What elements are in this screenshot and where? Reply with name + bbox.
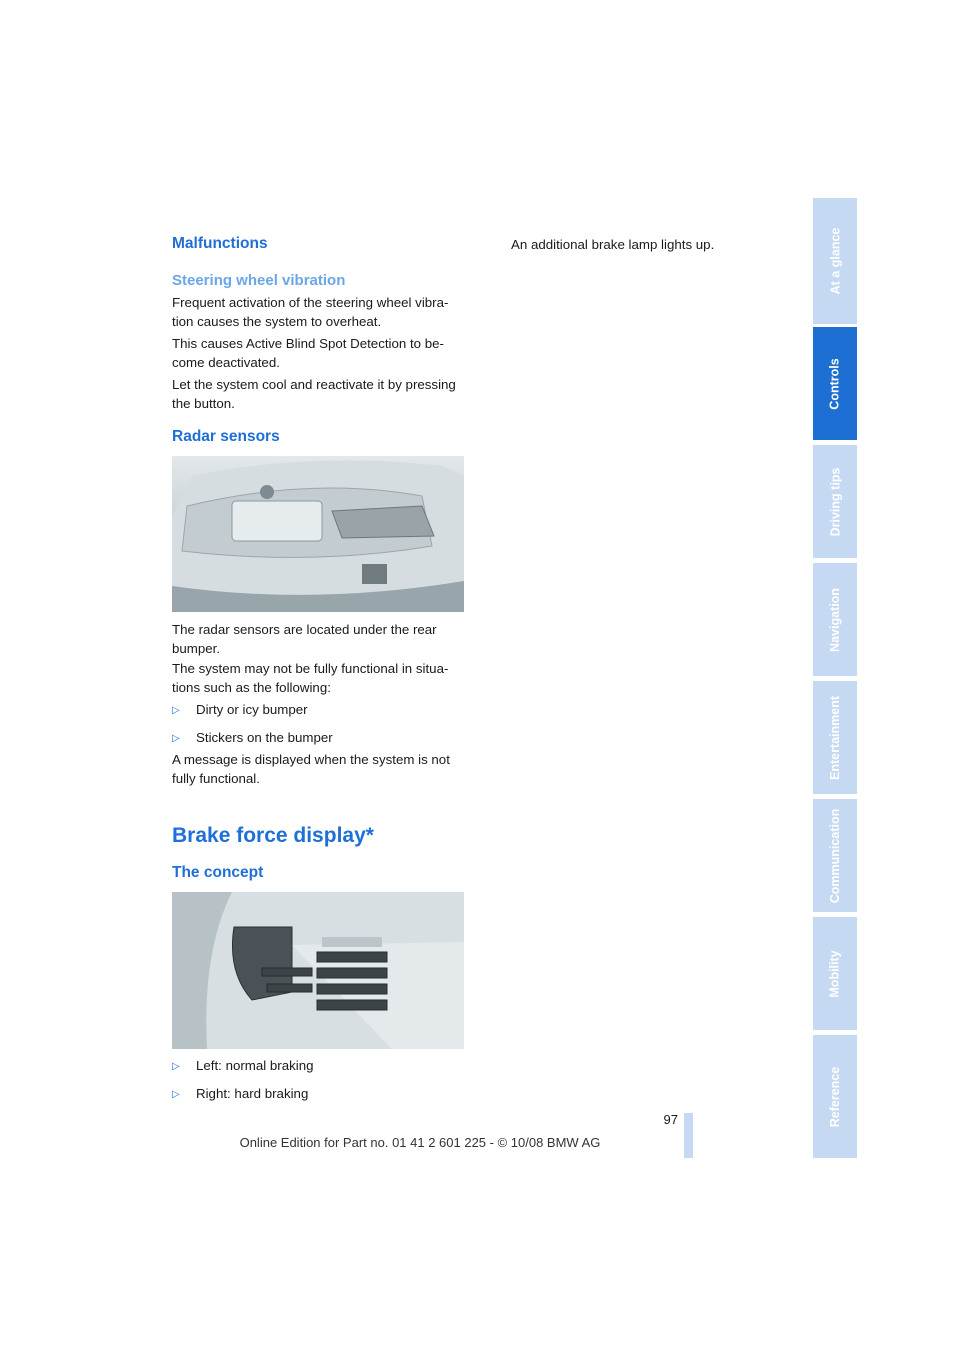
tab-label: At a glance [828,227,842,295]
bullet-triangle-icon: ▷ [172,733,180,744]
tab-reference[interactable] [813,1035,857,1158]
radar-bullet-2 [172,729,464,749]
page-number-bar [684,1113,693,1158]
steering-vibration-heading: Steering wheel vibration [172,272,346,289]
radar-note: A message is displayed when the system is not fully functional. [172,752,450,786]
tab-label: Driving tips [828,467,843,536]
tab-label: Reference [828,1066,843,1127]
radar-caption: The radar sensors are located under the rear bumper. [172,622,437,656]
bullet-triangle-icon: ▷ [172,1089,180,1100]
tab-label: Communication [828,808,843,903]
brake-lamp-image [172,892,464,1049]
tab-label: Navigation [828,587,842,652]
tab-label: Entertainment [828,695,843,780]
additional-brake-lamp-text: An additional brake lamp lights up. [511,237,715,252]
tab-driving-tips[interactable] [813,445,857,558]
brake-bullet-2 [172,1085,464,1105]
malfunctions-heading: Malfunctions [172,235,268,252]
radar-bullet-text: Dirty or icy bumper [196,702,308,717]
tab-controls[interactable] [813,327,857,440]
radar-bullet-1 [172,701,464,721]
tab-communication[interactable] [813,799,857,912]
tab-label: Controls [828,357,843,410]
radar-sensors-heading: Radar sensors [172,428,280,445]
tab-mobility[interactable] [813,917,857,1030]
concept-heading: The concept [172,864,264,881]
radar-intro: The system may not be fully functional in situa-tions such as the following: [172,661,449,695]
tab-navigation[interactable] [813,563,857,676]
car-rear-illustration [172,456,464,612]
footer-edition-text: Online Edition for Part no. 01 41 2 601 225 - © 10/08 BMW AG [239,1135,601,1150]
bullet-triangle-icon: ▷ [172,705,180,716]
radar-bullet-text: Stickers on the bumper [196,730,333,745]
malfunction-paragraph-2: This causes Active Blind Spot Detection to be-come deactivated. [172,336,444,370]
malfunction-paragraph-1: Frequent activation of the steering wheel vibra-tion causes the system to overheat. [172,295,449,329]
malfunction-paragraph-3: Let the system cool and reactivate it by pressing the button. [172,377,456,411]
tab-at-a-glance[interactable] [813,198,857,324]
brake-lamp-illustration [172,892,464,1049]
brake-force-title: Brake force display* [172,824,374,847]
rear-bumper-image [172,456,464,612]
page-number: 97 [663,1112,678,1127]
tab-label: Mobility [828,949,842,998]
brake-bullet-text: Right: hard braking [196,1086,309,1101]
brake-bullet-text: Left: normal braking [196,1058,314,1073]
bullet-triangle-icon: ▷ [172,1061,180,1072]
tab-entertainment[interactable] [813,681,857,794]
brake-bullet-1 [172,1057,464,1077]
